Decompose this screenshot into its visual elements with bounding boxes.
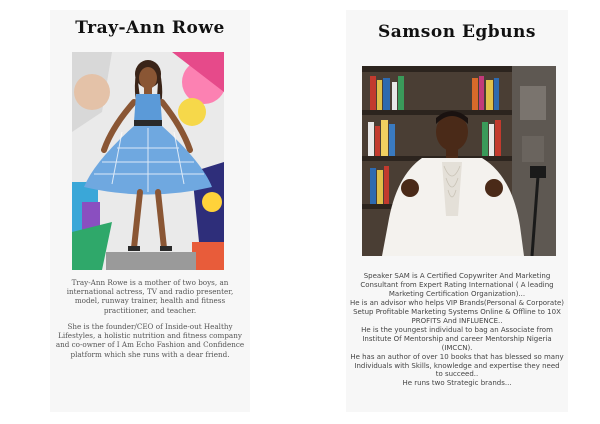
bio-paragraph: He runs two Strategic brands... [402, 379, 512, 388]
profile-photo [72, 52, 224, 270]
bio-paragraph: Tray-Ann Rowe is a mother of two boys, an international actress, TV and radio presenter, model, runway trainer, health and fitness practitioner, and teacher. [66, 278, 234, 315]
profile-name: Tray-Ann Rowe [75, 18, 225, 38]
bio-paragraph: Speaker SAM is A Certified Copywriter And Marketing Consultant from Expert Rating International ( A leading Marketing Certification Organization)... [360, 272, 554, 298]
man-in-white-agbada-illustration [362, 66, 556, 256]
profile-photo [362, 66, 556, 256]
woman-in-blue-dress-illustration [72, 52, 224, 270]
bio-paragraph: He is an advisor who helps VIP Brands(Personal & Corporate) Setup Profitable Marketing Systems Online & Offline to 10X PROFITS And INFLUENCE.. [350, 298, 565, 325]
bio-paragraph: He has an author of over 10 books that has blessed so many Individuals with Skills, knowledge and expertise they need to succeed.. [350, 352, 564, 379]
profile-name: Samson Egbuns [378, 22, 536, 42]
bio-paragraph: He is the youngest individual to bag an Associate from Institute Of Mentorship and career Mentorship Nigeria (IMCCN). [361, 325, 553, 352]
profile-card-tray-ann-rowe [50, 10, 250, 412]
profile-card-samson-egbuns [346, 10, 568, 412]
profile-bio [54, 278, 246, 366]
bio-paragraph: She is the founder/CEO of Inside-out Healthy Lifestyles, a holistic nutrition and fitness company and co-owner of I Am Echo Fashion and Confidence platform which she runs with a dear friend. [55, 321, 245, 359]
profile-bio [350, 272, 564, 388]
